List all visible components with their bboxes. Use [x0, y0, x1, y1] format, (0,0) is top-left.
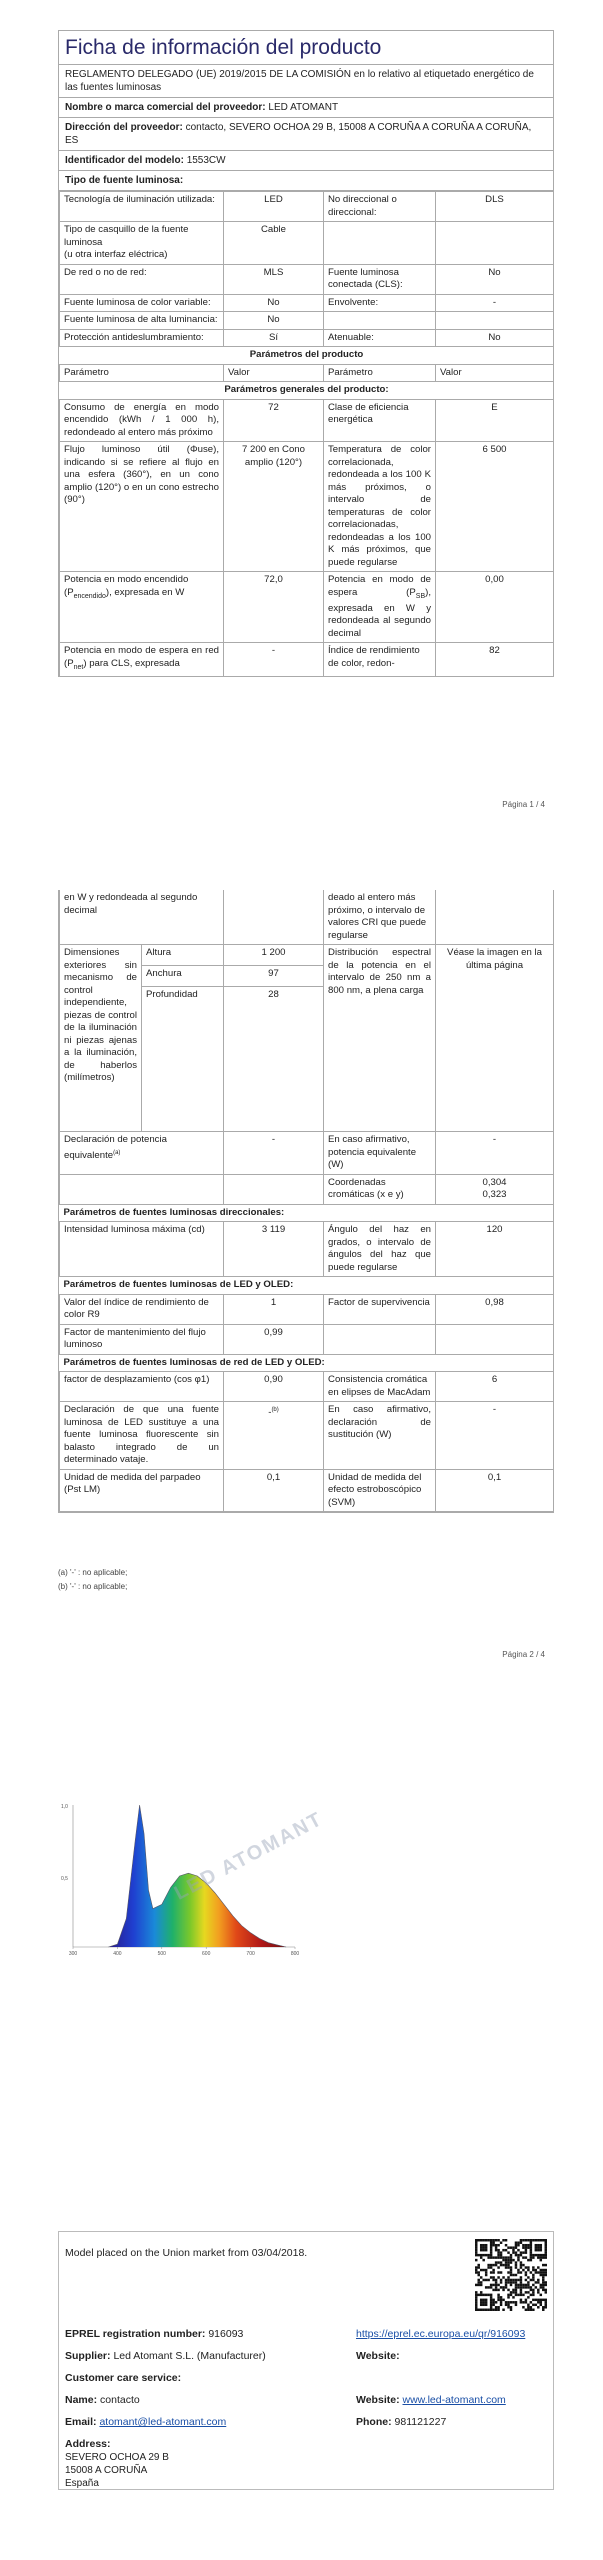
table-row: Fuente luminosa de alta luminancia: No — [60, 312, 554, 330]
table-row: Potencia en modo de espera en red $(P_{net})$ para CLS, expresada - Índice de rendimiento de color, redon- 82 — [60, 643, 554, 676]
table-row: Coordenadas cromáticas (x e y) 0,304 0,323 — [60, 1174, 554, 1204]
address-line: España — [65, 2478, 99, 2489]
product-sheet-page-1 — [58, 30, 554, 677]
spectral-distribution-chart — [55, 1795, 327, 1960]
product-sheet-page-2 — [58, 890, 554, 1513]
table-row: Anchura 97 — [60, 966, 554, 987]
chart-watermark: LED ATOMANT — [170, 1807, 327, 1905]
page-number: Página 2 / 4 — [502, 1650, 545, 1659]
table-row: De red o no de red: MLS Fuente luminosa conectada (CLS): No — [60, 264, 554, 294]
website-link[interactable]: www.led-atomant.com — [402, 2394, 506, 2406]
table-row: Parámetros de fuentes luminosas de red de LED y OLED: — [60, 1354, 554, 1372]
supplier-row: Nombre o marca comercial del proveedor: LED ATOMANT — [59, 98, 553, 118]
table-row: Parámetro Valor Parámetro Valor — [60, 364, 554, 382]
footnote-a: (a) '-' : no aplicable; — [58, 1568, 128, 1577]
eprel-registration: EPREL registration number: 916093 — [65, 2328, 244, 2340]
table-row: Parámetros generales del producto: — [60, 382, 554, 400]
table-row: Consumo de energía en modo encendido (kWh / 1 000 h), redondeado al entero más próximo 72 Clase de eficiencia energética E — [60, 399, 554, 442]
table-row: en W y redondeada al segundo decimal deado al entero más próximo, o intervalo de valores CRI que puede regularse — [60, 890, 554, 945]
table-row: Protección antideslumbramiento: Sí Atenuable: No — [60, 329, 554, 347]
table-row: Potencia en modo encendido $(P_{encendido})$, expresada en W 72,0 Potencia en modo de espera $(P_{SB})$, expresada en W y redondeada al segundo decimal 0,00 — [60, 572, 554, 643]
y-tick-label: 0,5 — [61, 1876, 68, 1882]
contact-phone: Phone: 981121227 — [356, 2416, 447, 2428]
regulation-text: REGLAMENTO DELEGADO (UE) 2019/2015 DE LA COMISIÓN en lo relativo al etiquetado energético de las fuentes luminosas — [59, 65, 553, 98]
page-title: Ficha de información del producto — [59, 31, 553, 65]
address-line: 15008 A CORUÑA — [65, 2465, 148, 2476]
table-row: Intensidad luminosa máxima (cd) 3 119 Ángulo del haz en grados, o intervalo de ángulos del haz que puede regularse 120 — [60, 1222, 554, 1277]
email-link[interactable]: atomant@led-atomant.com — [99, 2416, 227, 2428]
page-number: Página 1 / 4 — [502, 800, 545, 809]
footnote-b: (b) '-' : no aplicable; — [58, 1582, 128, 1591]
table-row: factor de desplazamiento (cos φ1) 0,90 Consistencia cromática en elipses de MacAdam 6 — [60, 1372, 554, 1402]
address-row: Dirección del proveedor: contacto, SEVERO OCHOA 29 B, 15008 A CORUÑA A CORUÑA A CORUÑA, ES — [59, 118, 553, 151]
qr-code-icon — [475, 2239, 547, 2311]
table-row: Profundidad 28 — [60, 987, 554, 1132]
x-tick-label: 300 — [68, 1951, 78, 1957]
contact-email: Email: atomant@led-atomant.com — [65, 2416, 227, 2428]
address-line: SEVERO OCHOA 29 B — [65, 2452, 169, 2463]
supplier-website-label: Website: — [356, 2350, 400, 2362]
table-row: Fuente luminosa de color variable: No Envolvente: - — [60, 294, 554, 312]
table-row: Tipo de casquillo de la fuente luminosa (u otra interfaz eléctrica) Cable — [60, 222, 554, 265]
table-row: Declaración de que una fuente luminosa de LED sustituye a una fuente luminosa fluorescente sin balasto integrado de un determinado vataje. -$^{(b)}$ En caso afirmativo, declaración de sustitución (W) - — [60, 1402, 554, 1470]
x-tick-label: 800 — [290, 1951, 300, 1957]
table-row: Unidad de medida del parpadeo (Pst LM) 0,1 Unidad de medida del efecto estroboscópico (SVM) 0,1 — [60, 1469, 554, 1512]
eprel-qr-link[interactable]: https://eprel.ec.europa.eu/qr/916093 — [356, 2328, 526, 2340]
supplier-info: Supplier: Led Atomant S.L. (Manufacturer) — [65, 2350, 266, 2362]
table-row: Flujo luminoso útil (Φuse), indicando si se refiere al flujo en una esfera (360°), en un cono amplio (120°) o en un cono estrecho (90°) 7 200 en Cono amplio (120°) Temperatura de color correlacionada, redondeada a los 100 K más próximos, o intervalo de temperaturas de color correlacionadas, redondeadas a los 100 K más próximos, que puede regularse 6 500 — [60, 442, 554, 572]
table-row: Dimensiones exteriores sin mecanismo de control independiente, piezas de control de la iluminación ni piezas ajenas a la iluminación, de haberlos (milímetros) Altura 1 200 Distribución espectral de la potencia en el intervalo de 250 nm a 800 nm, a plena carga Véase la imagen en la última página — [60, 945, 554, 966]
x-tick-label: 500 — [157, 1951, 166, 1957]
x-tick-label: 600 — [202, 1951, 211, 1957]
table-row: Declaración de potencia equivalente$^{(a)}$ - En caso afirmativo, potencia equivalente (W) - — [60, 1132, 554, 1175]
customer-care-heading: Customer care service: — [65, 2372, 182, 2384]
x-tick-label: 700 — [246, 1951, 255, 1957]
product-parameters-table — [59, 890, 554, 1512]
model-row: Identificador del modelo: 1553CW — [59, 151, 553, 171]
table-row: Tecnología de iluminación utilizada: LED No direccional o direccional: DLS — [60, 192, 554, 222]
contact-website: Website: www.led-atomant.com — [356, 2394, 506, 2406]
source-type-heading: Tipo de fuente luminosa: — [59, 171, 553, 191]
table-row: Parámetros de fuentes luminosas direccionales: — [60, 1204, 554, 1222]
y-tick-label: 1,0 — [61, 1804, 68, 1810]
market-placement-text: Model placed on the Union market from 03/04/2018. — [65, 2247, 308, 2259]
table-row: Factor de mantenimiento del flujo luminoso 0,99 — [60, 1324, 554, 1354]
x-tick-label: 400 — [113, 1951, 122, 1957]
table-row: Valor del índice de rendimiento de color R9 1 Factor de supervivencia 0,98 — [60, 1294, 554, 1324]
light-source-type-table — [59, 191, 554, 676]
contact-address-label: Address: — [65, 2438, 111, 2450]
eprel-info-card — [58, 2231, 554, 2490]
table-row: Parámetros de fuentes luminosas de LED y OLED: — [60, 1277, 554, 1295]
contact-name: Name: contacto — [65, 2394, 140, 2406]
table-row: Parámetros del producto — [60, 347, 554, 365]
